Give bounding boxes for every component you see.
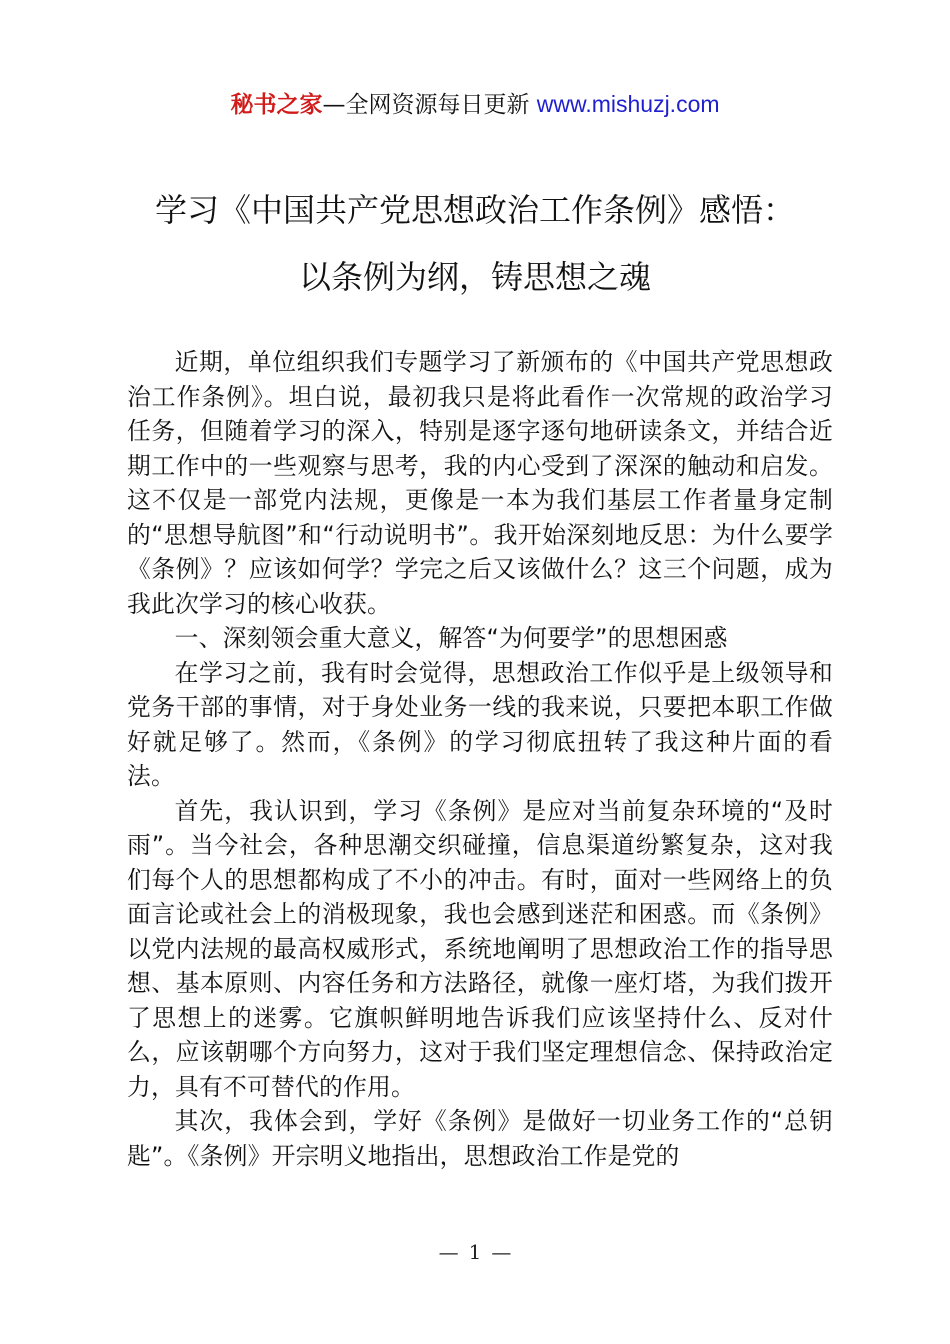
header-tagline: 全网资源每日更新 (345, 92, 537, 118)
footer-dash-left: — (438, 1240, 459, 1264)
document-title-line-1: 学习《中国共产党思想政治工作条例》感悟： (154, 191, 795, 229)
paragraph-second-point: 其次，我体会到，学好《条例》是做好一切业务工作的“总钥匙”。《条例》开宗明义地指出，思想政治工作是党的 (127, 1107, 833, 1170)
header-separator: — (322, 92, 346, 118)
page-number: 1 (468, 1240, 482, 1264)
brand-name: 秘书之家 (230, 92, 323, 118)
footer-dash-right: — (491, 1240, 512, 1264)
site-header (0, 86, 950, 123)
section-heading-1: 一、深刻领会重大意义，解答“为何要学”的思想困惑 (174, 624, 728, 652)
paragraph-intro: 近期，单位组织我们专题学习了新颁布的《中国共产党思想政治工作条例》。坦白说，最初我只是将此看作一次常规的政治学习任务，但随着学习的深入，特别是逐字逐句地研读条文，并结合近期工作中的一些观察与思考，我的内心受到了深深的触动和启发。这不仅是一部党内法规，更像是一本为我们基层工作者量身定制的“思想导航图”和“行动说明书”。我开始深刻地反思：为什么要学《条例》？应该如何学？学完之后又该做什么？这三个问题，成为我此次学习的核心收获。 (127, 348, 833, 618)
paragraph-first-point: 首先，我认识到，学习《条例》是应对当前复杂环境的“及时雨”。当今社会，各种思潮交织碰撞，信息渠道纷繁复杂，这对我们每个人的思想都构成了不小的冲击。有时，面对一些网络上的负面言论或社会上的消极现象，我也会感到迷茫和困惑。而《条例》以党内法规的最高权威形式，系统地阐明了思想政治工作的指导思想、基本原则、内容任务和方法路径，就像一座灯塔，为我们拨开了思想上的迷雾。它旗帜鲜明地告诉我们应该坚持什么、反对什么，应该朝哪个方向努力，这对于我们坚定理想信念、保持政治定力，具有不可替代的作用。 (127, 796, 833, 1101)
site-url-link[interactable]: www.mishuzj.com (536, 91, 720, 117)
page-footer (0, 1238, 950, 1266)
document-title-line-2: 以条例为纲，铸思想之魂 (298, 258, 651, 296)
paragraph-before-study: 在学习之前，我有时会觉得，思想政治工作似乎是上级领导和党务干部的事情，对于身处业务一线的我来说，只要把本职工作做好就足够了。然而，《条例》的学习彻底扭转了我这种片面的看法。 (127, 658, 833, 790)
document-body (127, 345, 833, 1173)
